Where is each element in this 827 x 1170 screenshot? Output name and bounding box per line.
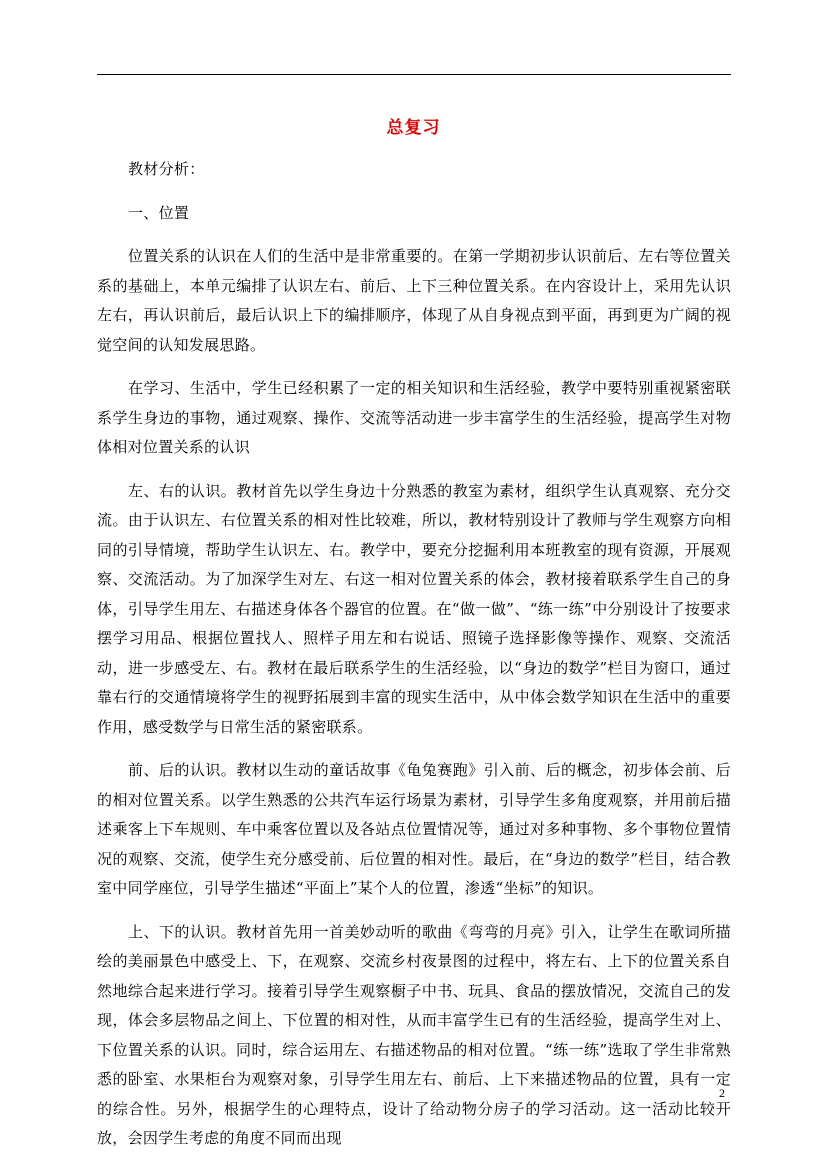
paragraph-up-down: 上、下的认识。教材首先用一首美妙动听的歌曲《弯弯的月亮》引入，让学生在歌词所描绘的美丽景色中感受上、下，在观察、交流乡村夜景图的过程中，将左右、上下的位置关系自然地综合起来进行学习。接着引导学生观察橱子中书、玩具、食品的摆放情况，交流自己的发现，体会多层物品之间上、下位置的相对性，从而丰富学生已有的生活经验，提高学生对上、下位置关系的认识。同时，综合运用左、右描述物品的相对位置。“练一练”选取了学生非常熟悉的卧室、水果柜台为观察对象，引导学生用左右、前后、上下来描述物品的位置，具有一定的综合性。另外，根据学生的心理特点，设计了给动物分房子的学习活动。这一活动比较开放，会因学生考虑的角度不同而出现 (97, 922, 731, 1147)
page-title: 总复习 (386, 118, 441, 138)
section-heading-position: 一、位置 (128, 203, 190, 222)
page-number: 2 (719, 1086, 725, 1100)
paragraph-front-back: 前、后的认识。教材以生动的童话故事《龟兔赛跑》引入前、后的概念，初步体会前、后的相对位置关系。以学生熟悉的公共汽车运行场景为素材，引导学生多角度观察，并用前后描述乘客上下车规则、车中乘客位置以及各站点位置情况等，通过对多种事物、多个事物位置情况的观察、交流，使学生充分感受前、后位置的相对性。最后，在“身边的数学”栏目，结合教室中同学座位，引导学生描述“平面上”某个人的位置，渗透“坐标”的知识。 (97, 761, 731, 897)
paragraph-left-right: 左、右的认识。教材首先以学生身边十分熟悉的教室为素材，组织学生认真观察、充分交流。由于认识左、右位置关系的相对性比较难，所以，教材特别设计了教师与学生观察方向相同的引导情境，帮助学生认识左、右。教学中，要充分挖掘利用本班教室的现有资源，开展观察、交流活动。为了加深学生对左、右这一相对位置关系的体会，教材接着联系学生自己的身体，引导学生用左、右描述身体各个器官的位置。在“做一做”、“练一练”中分别设计了按要求摆学习用品、根据位置找人、照样子用左和右说话、照镜子选择影像等操作、观察、交流活动，进一步感受左、右。教材在最后联系学生的生活经验，以“身边的数学”栏目为窗口，通过靠右行的交通情境将学生的视野拓展到丰富的现实生活中，从中体会数学知识在生活中的重要作用，感受数学与日常生活的紧密联系。 (97, 481, 731, 736)
document-body (97, 155, 731, 1154)
section-label-analysis: 教材分析： (128, 160, 205, 178)
header-rule (97, 74, 731, 75)
paragraph-learning: 在学习、生活中，学生已经积累了一定的相关知识和生活经验，教学中要特别重视紧密联系学生身边的事物，通过观察、操作、交流等活动进一步丰富学生的生活经验，提高学生对物体相对位置关系的认识 (97, 379, 731, 456)
paragraph-intro: 位置关系的认识在人们的生活中是非常重要的。在第一学期初步认识前后、左右等位置关系的基础上，本单元编排了认识左右、前后、上下三种位置关系。在内容设计上，采用先认识左右，再认识前后，最后认识上下的编排顺序，体现了从自身视点到平面，再到更为广阔的视觉空间的认知发展思路。 (97, 247, 731, 354)
